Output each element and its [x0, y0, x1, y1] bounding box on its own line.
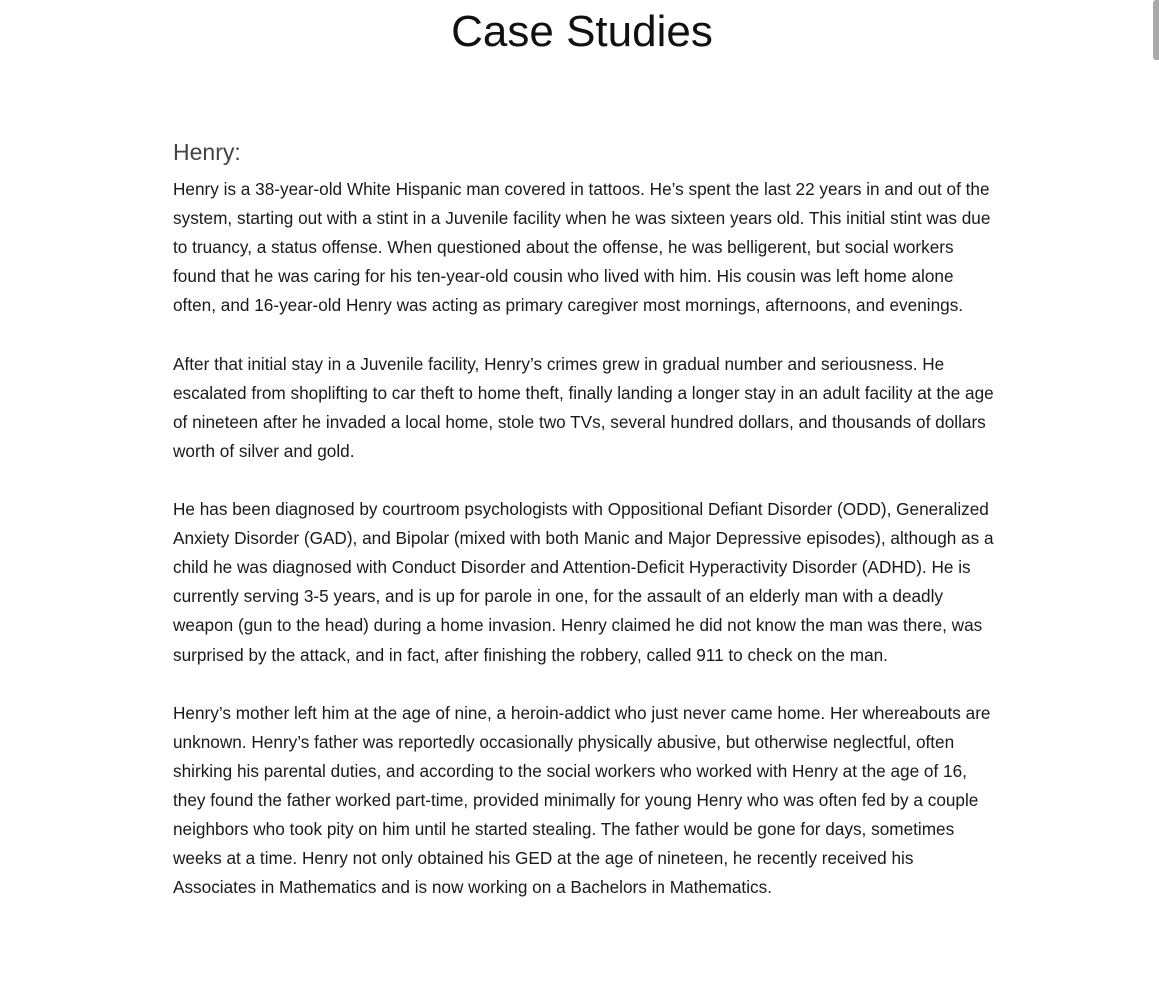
paragraph-4: Henry’s mother left him at the age of nine, a heroin-addict who just never came home. Her whereabouts are unknown. Henry’s father was reportedly occasionally physically abusive, but otherwise neglectful, often shirking his parental duties, and according to the social workers who worked with Henry at the age of 16, they found the father worked part-time, provided minimally for young Henry who was often fed by a couple neighbors who took pity on him until he started stealing. The father would be gone for days, sometimes weeks at a time. Henry not only obtained his GED at the age of nineteen, he recently received his Associates in Mathematics and is now working on a Bachelors in Mathematics. [173, 702, 991, 898]
case-study-body [173, 175, 995, 902]
paragraph-2: After that initial stay in a Juvenile facility, Henry’s crimes grew in gradual number and seriousness. He escalated from shoplifting to car theft to home theft, finally landing a longer stay in an adult facility at the age of nineteen after he invaded a local home, stole two TVs, several hundred dollars, and thousands of dollars worth of silver and gold. [173, 353, 994, 461]
paragraph-1: Henry is a 38-year-old White Hispanic man covered in tattoos. He’s spent the last 22 years in and out of the system, starting out with a stint in a Juvenile facility when he was sixteen years old. This initial stint was due to truancy, a status offense. When questioned about the offense, he was belligerent, but social workers found that he was caring for his ten-year-old cousin who lived with him. His cousin was left home alone often, and 16-year-old Henry was acting as primary caregiver most mornings, afternoons, and evenings. [173, 179, 991, 316]
section-heading-henry: Henry: [173, 139, 241, 165]
document-title: Case Studies [451, 7, 713, 56]
paragraph-3: He has been diagnosed by courtroom psychologists with Oppositional Defiant Disorder (ODD), Generalized Anxiety Disorder (GAD), and Bipolar (mixed with both Manic and Major Depressive episodes), although as a child he was diagnosed with Conduct Disorder and Attention-Deficit Hyperactivity Disorder (ADHD). He is currently serving 3-5 years, and is up for parole in one, for the assault of an elderly man with a deadly weapon (gun to the head) during a home invasion. Henry claimed he did not know the man was there, was surprised by the attack, and in fact, after finishing the robbery, called 911 to check on the man. [173, 499, 994, 665]
scrollbar-thumb[interactable] [1153, 0, 1159, 60]
